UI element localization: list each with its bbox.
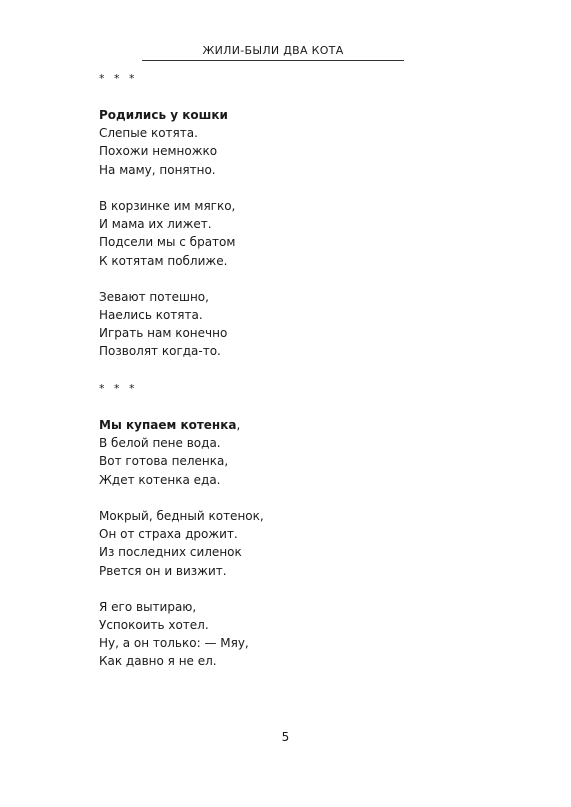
poem-2-title-suffix: , [236,418,241,432]
poem-2-line: Он от страха дрожит. [99,527,238,542]
poem-2 [99,382,479,671]
poem-1-title: Родились у кошки [99,108,228,122]
poem-1-line: К котятам поближе. [99,253,228,268]
poem-1-line: Похожи немножко [99,144,218,159]
poem-1-line: Подсели мы с братом [99,235,236,250]
poem-2-line: Ну, а он только: — Мяу, [99,636,249,651]
poem-1-line: Слепые котята. [99,126,198,141]
running-head-title: ЖИЛИ-БЫЛИ ДВА КОТА [202,44,344,57]
poem-2-line: В белой пене вода. [99,436,221,451]
poem-2-line: Я его вытираю, [99,599,197,614]
stanza-gap [99,179,479,197]
poem-1 [99,72,479,361]
page-number: 5 [281,730,290,744]
poem-2-title: Мы купаем котенка [99,418,237,432]
poem-2-line: Вот готова пеленка, [99,454,229,469]
stanza-gap [99,270,479,288]
poem-2-line: Успокоить хотел. [99,618,209,633]
stanza-gap [99,489,479,507]
poem-1-line: И мама их лижет. [99,217,212,232]
gap [99,86,479,106]
poem-2-separator: * * * [99,382,138,395]
poem-1-line: Зевают потешно, [99,289,209,304]
poem-1-line: В корзинке им мягко, [99,198,236,213]
poem-1-line: Наелись котята. [99,308,203,323]
poem-2-line: Рвется он и визжит. [99,563,227,578]
poem-1-separator: * * * [99,72,138,85]
poem-1-line: Играть нам конечно [99,326,228,341]
poem-1-line: Позволят когда-то. [99,344,221,359]
gap [99,396,479,416]
poem-2-line: Как давно я не ел. [99,654,217,669]
poem-2-line: Мокрый, бедный котенок, [99,508,264,523]
poem-2-title-line [99,416,479,434]
poem-1-line: На маму, понятно. [99,162,216,177]
poem-2-line: Из последних силенок [99,545,242,560]
poem-2-line: Ждет котенка еда. [99,472,221,487]
stanza-gap [99,580,479,598]
header-rule [142,60,404,61]
